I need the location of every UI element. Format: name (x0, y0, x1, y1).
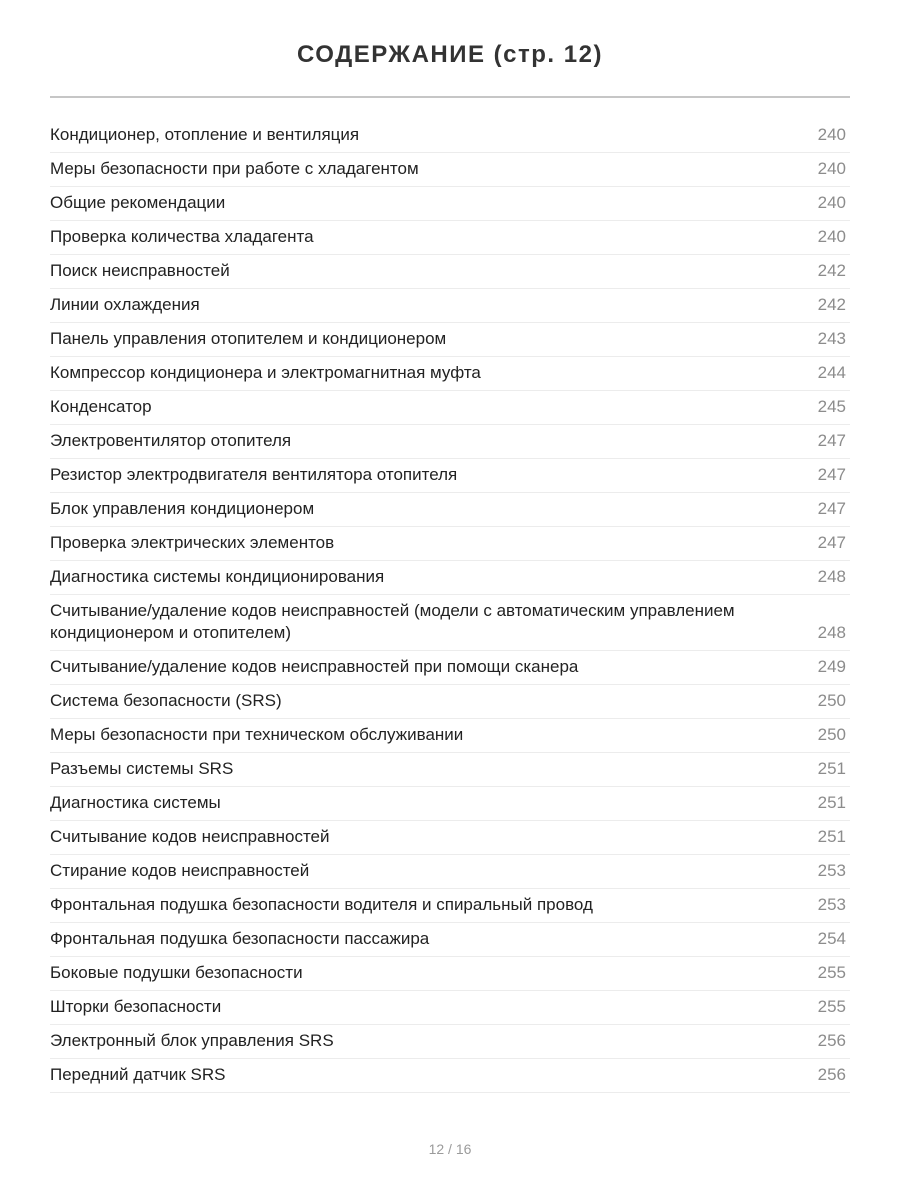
toc-row (50, 787, 850, 821)
toc-entry-label: Стирание кодов неисправностей (50, 861, 310, 881)
toc-entry-page: 243 (817, 329, 846, 349)
toc-entry-label: Проверка электрических элементов (50, 533, 335, 553)
toc-entry-page: 256 (817, 1065, 846, 1085)
page-indicator: 12 / 16 (428, 1141, 472, 1158)
toc-entry-page: 242 (817, 295, 846, 315)
toc-entry-label: Электронный блок управления SRS (50, 1031, 334, 1051)
toc-entry-label: Фронтальная подушка безопасности пассажира (50, 929, 430, 949)
toc-entry-label: Линии охлаждения (50, 295, 200, 315)
toc-entry-label: Фронтальная подушка безопасности водителя и спиральный провод (50, 895, 593, 915)
toc-entry-label: Панель управления отопителем и кондиционером (50, 329, 447, 349)
toc-entry-label: Система безопасности (SRS) (50, 691, 282, 711)
toc-entry-page: 240 (817, 159, 846, 179)
toc-entry-page: 248 (817, 623, 846, 643)
toc-row (50, 991, 850, 1025)
toc-entry-page: 256 (817, 1031, 846, 1051)
toc-entry-label: Конденсатор (50, 397, 152, 417)
toc-entry-label: Шторки безопасности (50, 997, 222, 1017)
toc-row (50, 685, 850, 719)
toc-row (50, 651, 850, 685)
toc-entry-page: 250 (817, 691, 846, 711)
toc-entry-page: 251 (817, 759, 846, 779)
toc-row (50, 459, 850, 493)
toc-entry-label: Меры безопасности при работе с хладагентом (50, 159, 419, 179)
toc-row (50, 289, 850, 323)
toc-entry-label: Поиск неисправностей (50, 261, 230, 281)
toc-row (50, 821, 850, 855)
toc-entry-label: Общие рекомендации (50, 193, 226, 213)
toc-entry-label: Кондиционер, отопление и вентиляция (50, 125, 360, 145)
toc-entry-page: 251 (817, 827, 846, 847)
toc-row (50, 357, 850, 391)
toc-entry-label: Считывание/удаление кодов неисправностей (модели с автоматическим управлением кондиционером и отопителем) (50, 601, 735, 643)
toc-list (50, 119, 850, 1093)
toc-entry-page: 247 (817, 533, 846, 553)
toc-row (50, 323, 850, 357)
toc-entry-label: Разъемы системы SRS (50, 759, 234, 779)
toc-entry-label: Считывание кодов неисправностей (50, 827, 330, 847)
toc-entry-label: Проверка количества хладагента (50, 227, 314, 247)
toc-row (50, 923, 850, 957)
toc-entry-page: 255 (817, 997, 846, 1017)
page-title: СОДЕРЖАНИЕ (стр. 12) (297, 41, 603, 68)
toc-row (50, 153, 850, 187)
toc-row (50, 391, 850, 425)
toc-row (50, 425, 850, 459)
toc-entry-label: Электровентилятор отопителя (50, 431, 292, 451)
toc-row (50, 855, 850, 889)
toc-entry-page: 240 (817, 227, 846, 247)
toc-row (50, 1059, 850, 1093)
toc-entry-label: Резистор электродвигателя вентилятора отопителя (50, 465, 458, 485)
toc-entry-page: 251 (817, 793, 846, 813)
toc-row (50, 753, 850, 787)
toc-entry-page: 240 (817, 193, 846, 213)
toc-entry-label: Блок управления кондиционером (50, 499, 315, 519)
toc-entry-page: 247 (817, 499, 846, 519)
toc-row (50, 255, 850, 289)
toc-entry-label: Боковые подушки безопасности (50, 963, 303, 983)
toc-entry-label: Считывание/удаление кодов неисправностей при помощи сканера (50, 657, 579, 677)
toc-entry-label: Компрессор кондиционера и электромагнитная муфта (50, 363, 481, 383)
toc-entry-label: Передний датчик SRS (50, 1065, 226, 1085)
toc-row (50, 561, 850, 595)
toc-entry-page: 242 (817, 261, 846, 281)
toc-entry-page: 247 (817, 431, 846, 451)
toc-entry-page: 240 (817, 125, 846, 145)
toc-row (50, 493, 850, 527)
toc-entry-page: 250 (817, 725, 846, 745)
toc-entry-label: Диагностика системы кондиционирования (50, 567, 385, 587)
toc-entry-page: 245 (817, 397, 846, 417)
toc-entry-page: 253 (817, 861, 846, 881)
toc-entry-page: 247 (817, 465, 846, 485)
toc-row (50, 119, 850, 153)
toc-entry-page: 253 (817, 895, 846, 915)
toc-row (50, 957, 850, 991)
toc-row (50, 221, 850, 255)
toc-row (50, 187, 850, 221)
toc-row (50, 719, 850, 753)
toc-row (50, 527, 850, 561)
toc-entry-page: 244 (817, 363, 846, 383)
toc-entry-page: 255 (817, 963, 846, 983)
toc-row (50, 1025, 850, 1059)
toc-entry-page: 254 (817, 929, 846, 949)
toc-entry-label: Диагностика системы (50, 793, 221, 813)
toc-row (50, 889, 850, 923)
header-divider (50, 96, 850, 98)
toc-row (50, 595, 850, 651)
toc-entry-label: Меры безопасности при техническом обслуживании (50, 725, 464, 745)
toc-entry-page: 248 (817, 567, 846, 587)
toc-entry-page: 249 (817, 657, 846, 677)
